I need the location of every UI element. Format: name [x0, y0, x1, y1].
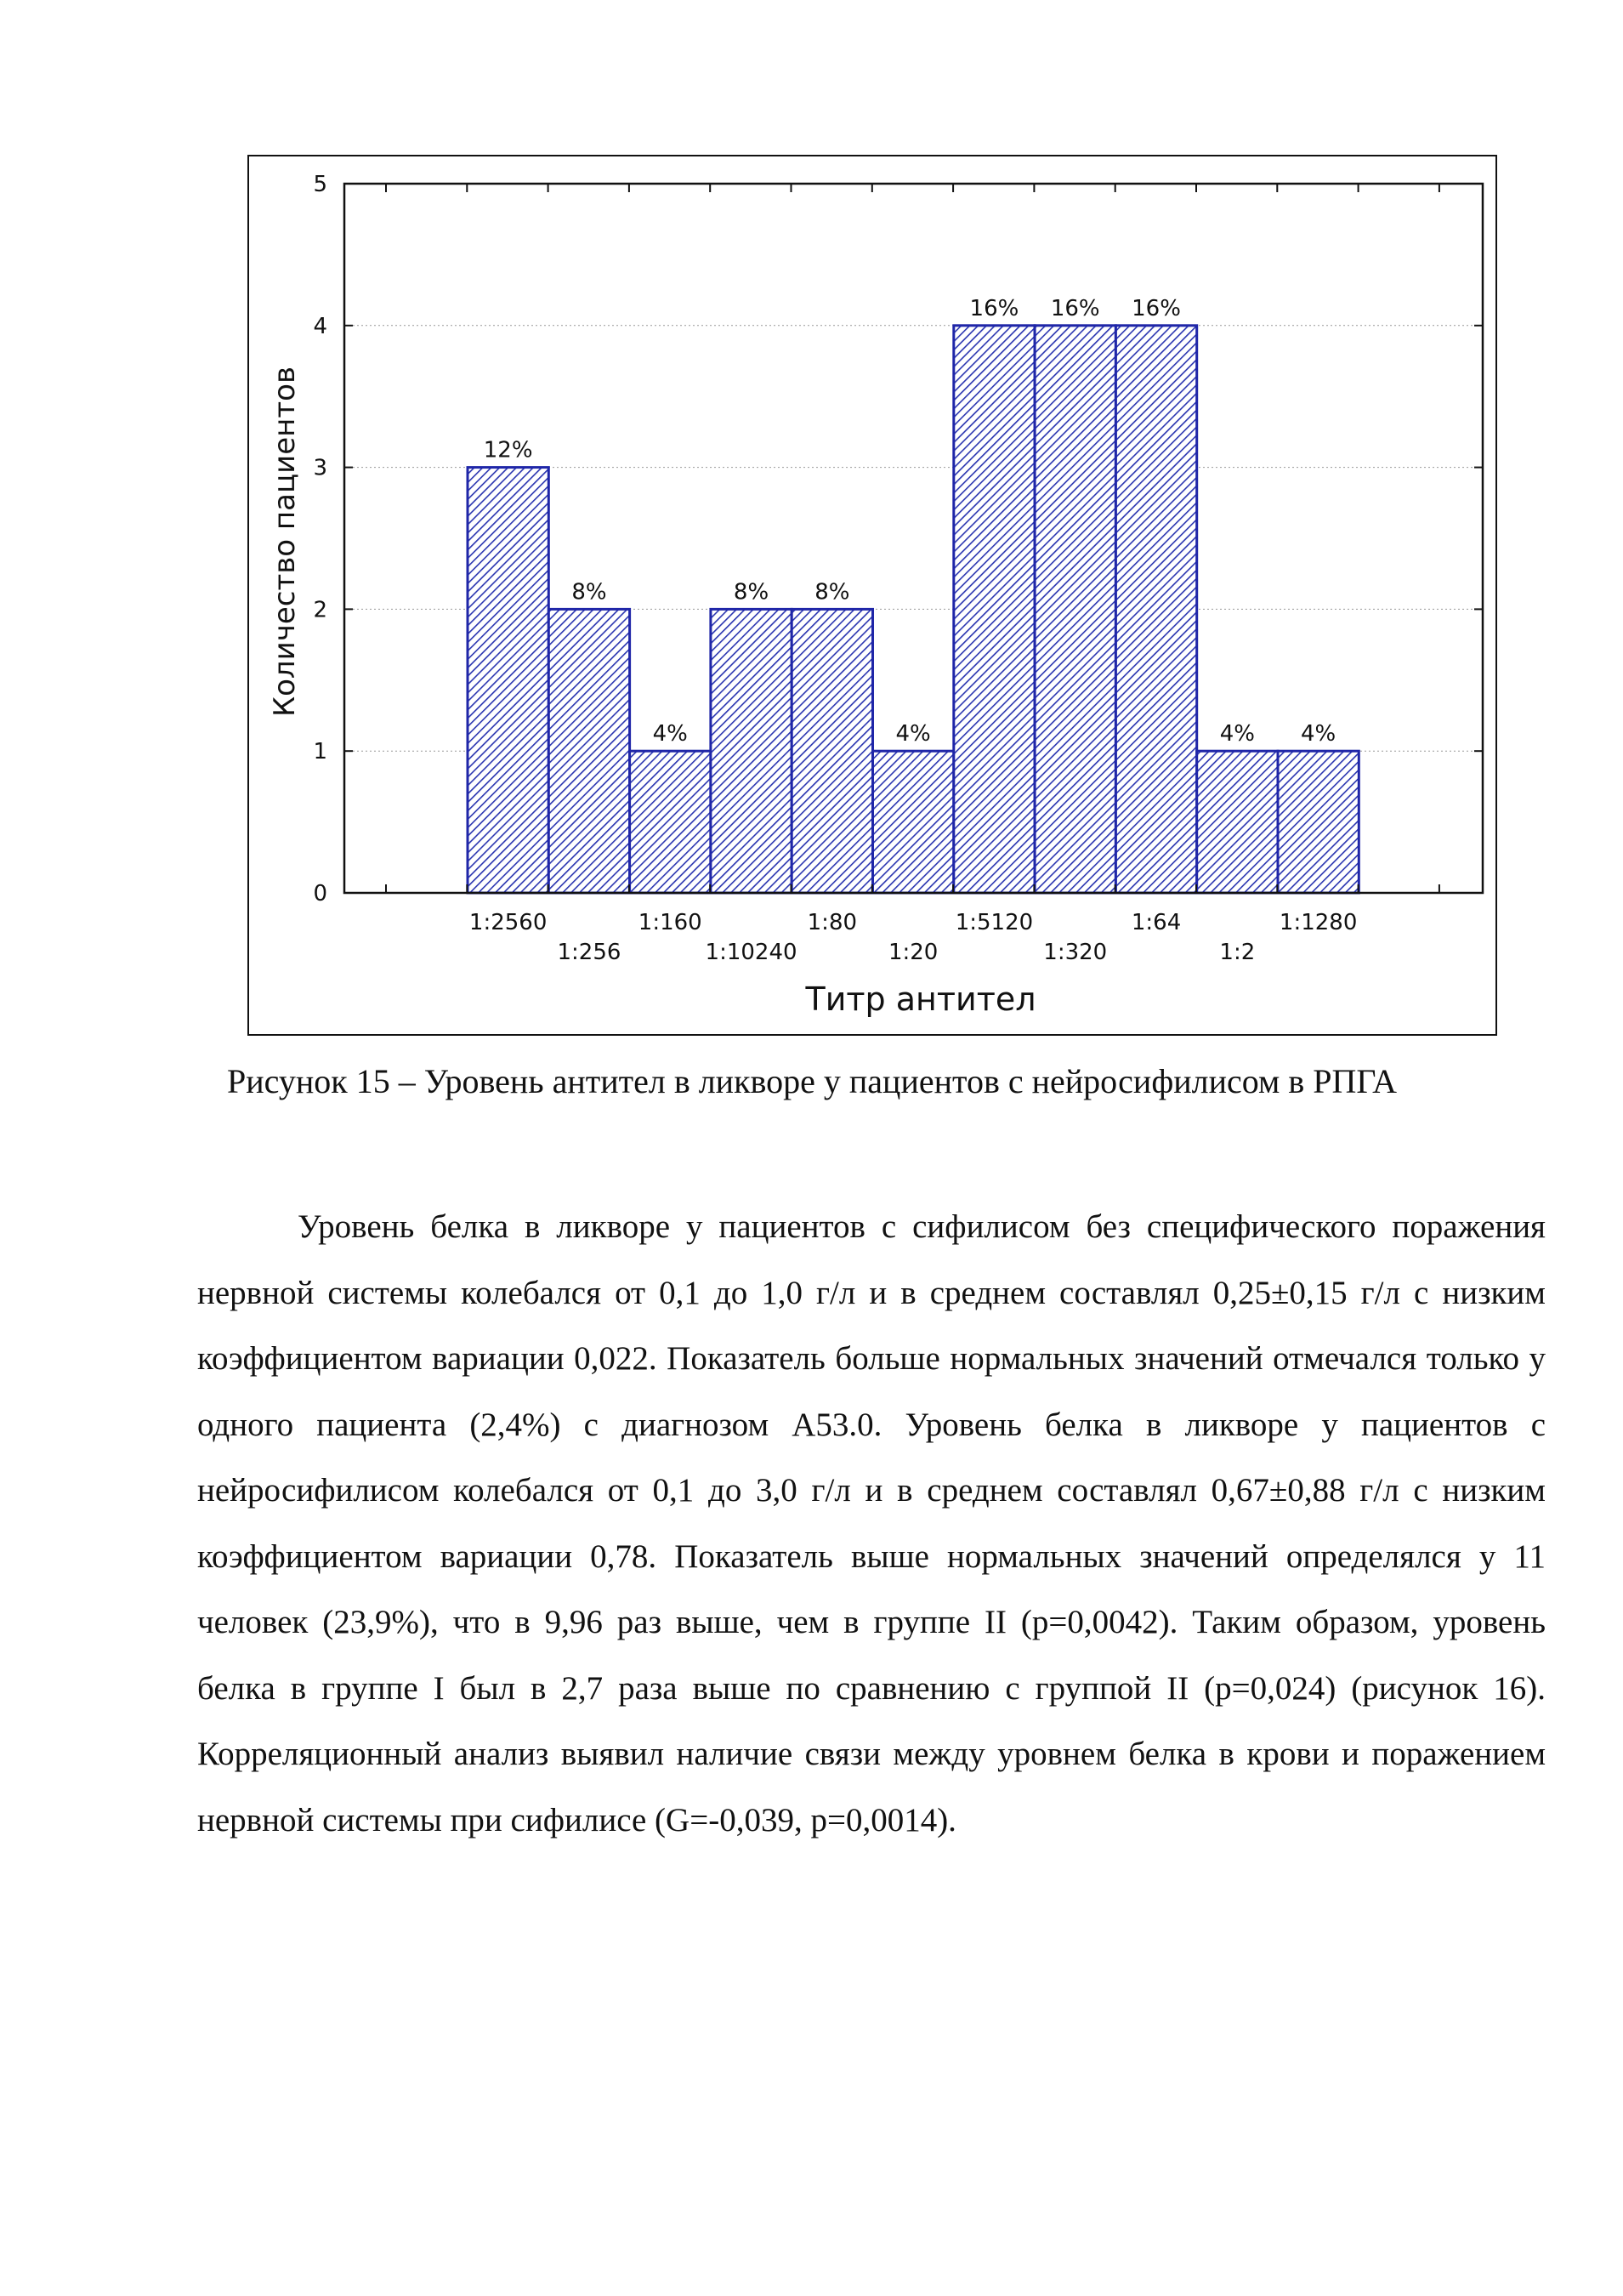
bar	[548, 609, 629, 893]
x-tick-label: 1:20	[888, 940, 939, 965]
bar-chart	[247, 155, 1497, 1036]
data-label: 8%	[733, 579, 769, 605]
y-tick-label: 2	[313, 597, 327, 623]
bar	[1115, 326, 1196, 893]
x-tick-label: 1:80	[807, 910, 858, 935]
chart-frame	[248, 156, 1496, 1035]
x-tick-label: 1:256	[557, 940, 621, 965]
y-tick-label: 3	[313, 455, 327, 481]
bar	[1035, 326, 1115, 893]
x-tick-label: 1:160	[638, 910, 702, 935]
x-tick-label: 1:5120	[955, 910, 1034, 935]
data-label: 4%	[1301, 721, 1336, 747]
bar	[1278, 751, 1359, 893]
y-tick-label: 0	[313, 881, 327, 906]
data-label: 12%	[483, 437, 533, 463]
data-label: 4%	[1219, 721, 1255, 747]
data-label: 4%	[895, 721, 931, 747]
data-label: 8%	[571, 579, 607, 605]
x-tick-label: 1:10240	[705, 940, 797, 965]
x-tick-label: 1:1280	[1279, 910, 1358, 935]
data-label: 4%	[652, 721, 688, 747]
bar	[954, 326, 1035, 893]
bar	[711, 609, 792, 893]
body-paragraph: Уровень белка в ликворе у пациентов с сифилисом без специфического поражения нервной системы колебался от 0,1 до 1,0 г/л и в среднем составлял 0,25±0,15 г/л с низким коэффициентом вариации 0,022. Показатель больше нормальных значений отмечался только у одного пациента (2,4%) с диагнозом А53.0. Уровень белка в ликворе у пациентов с нейросифилисом колебался от 0,1 до 3,0 г/л и в среднем составлял 0,67±0,88 г/л с низким коэффициентом вариации 0,78. Показатель выше нормальных значений определялся у 11 человек (23,9%), что в 9,96 раз выше, чем в группе II (p=0,0042). Таким образом, уровень белка в группе I был в 2,7 раза выше по сравнению с группой II (p=0,024) (рисунок 16). Корреляционный анализ выявил наличие связи между уровнем белка в крови и поражением нервной системы при сифилисе (G=-0,039, p=0,0014).	[197, 1208, 1546, 1839]
bar	[873, 751, 954, 893]
bar	[468, 468, 548, 893]
data-label: 8%	[814, 579, 850, 605]
y-tick-label: 1	[313, 739, 327, 765]
x-tick-label: 1:64	[1131, 910, 1182, 935]
chart-svg	[247, 155, 1497, 1036]
figure-caption: Рисунок 15 – Уровень антител в ликворе у пациентов с нейросифилисом в РПГА	[227, 1062, 1397, 1100]
x-axis-label: Титр антител	[805, 980, 1036, 1018]
x-tick-label: 1:2560	[468, 910, 548, 935]
y-tick-label: 5	[313, 172, 327, 197]
bar	[630, 751, 711, 893]
data-label: 16%	[1050, 295, 1100, 321]
bar	[1197, 751, 1278, 893]
x-tick-label: 1:320	[1043, 940, 1108, 965]
x-tick-label: 1:2	[1219, 940, 1256, 965]
data-label: 16%	[969, 295, 1019, 321]
y-axis-label: Количество пациентов	[268, 366, 302, 718]
bar	[792, 609, 872, 893]
data-label: 16%	[1132, 295, 1181, 321]
y-tick-label: 4	[313, 313, 327, 339]
